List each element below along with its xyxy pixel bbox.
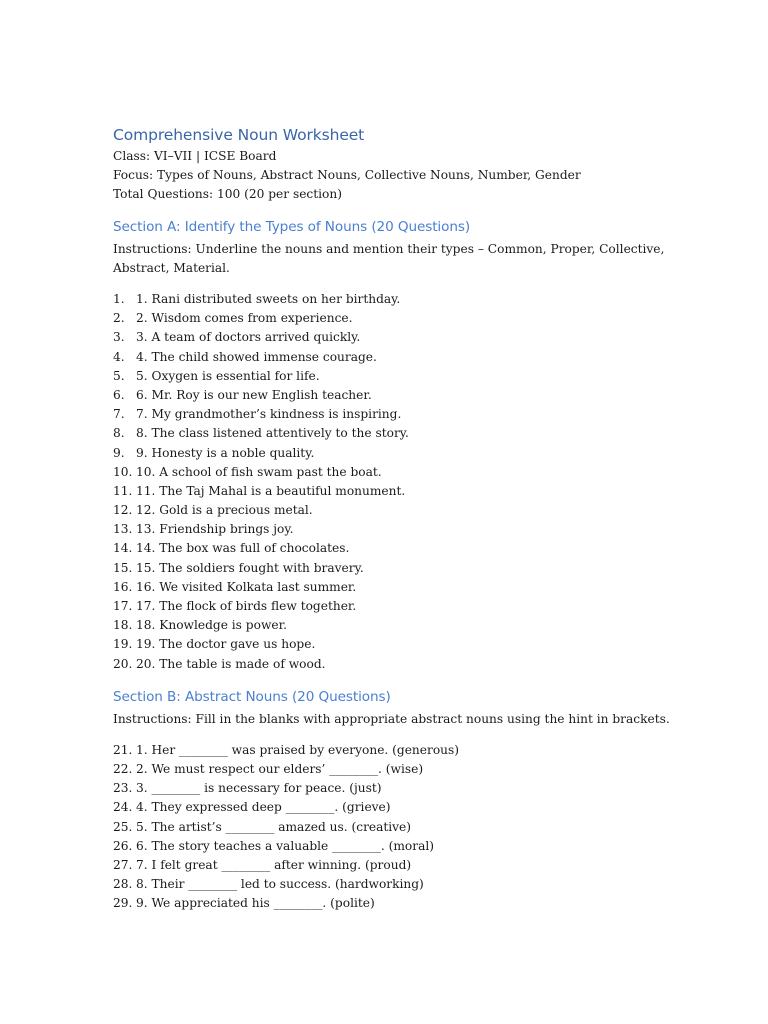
question-number: 9.	[113, 445, 125, 460]
question-item	[113, 655, 713, 674]
question-item	[113, 539, 713, 558]
question-text: 3. A team of doctors arrived quickly.	[136, 330, 361, 345]
question-number: 15.	[113, 560, 133, 575]
worksheet-title: Comprehensive Noun Worksheet	[113, 126, 365, 144]
question-number: 29.	[113, 896, 133, 911]
question-text: 8. Their ________ led to success. (hardworking)	[136, 877, 424, 892]
focus-line: Focus: Types of Nouns, Abstract Nouns, Collective Nouns, Number, Gender	[113, 168, 581, 182]
question-text: 4. The child showed immense courage.	[136, 349, 377, 364]
question-number: 4.	[113, 349, 125, 364]
section-b-heading: Section B: Abstract Nouns (20 Questions)	[113, 688, 391, 705]
question-number: 10.	[113, 464, 133, 479]
section-a-question-list	[113, 290, 713, 674]
question-text: 9. Honesty is a noble quality.	[136, 445, 315, 460]
question-item	[113, 290, 713, 309]
question-item	[113, 424, 713, 443]
question-item	[113, 482, 713, 501]
question-number: 24.	[113, 800, 133, 815]
question-item	[113, 578, 713, 597]
section-a-heading: Section A: Identify the Types of Nouns (20 Questions)	[113, 219, 471, 235]
question-item	[113, 328, 713, 347]
question-item	[113, 597, 713, 616]
question-text: 1. Rani distributed sweets on her birthday.	[136, 292, 401, 306]
question-item	[113, 520, 713, 539]
question-text: 7. My grandmother’s kindness is inspiring.	[136, 407, 402, 422]
question-item	[113, 444, 713, 463]
question-text: 7. I felt great ________ after winning. (proud)	[136, 857, 412, 872]
question-text: 14. The box was full of chocolates.	[136, 541, 350, 556]
question-item	[113, 837, 713, 856]
question-item	[113, 559, 713, 578]
question-text: 16. We visited Kolkata last summer.	[136, 579, 357, 594]
question-text: 11. The Taj Mahal is a beautiful monument.	[136, 483, 406, 498]
section-a-instructions: Instructions: Underline the nouns and mention their types – Common, Proper, Collective, Abstract, Material.	[113, 242, 665, 275]
question-text: 5. The artist’s ________ amazed us. (creative)	[136, 819, 412, 834]
question-item	[113, 386, 713, 405]
worksheet-page	[113, 124, 713, 913]
question-text: 19. The doctor gave us hope.	[136, 637, 316, 652]
question-number: 2.	[113, 311, 125, 326]
question-text: 6. The story teaches a valuable ________. (moral)	[136, 838, 435, 853]
question-item	[113, 309, 713, 328]
question-item	[113, 463, 713, 482]
question-text: 15. The soldiers fought with bravery.	[136, 560, 364, 575]
total-questions-line: Total Questions: 100 (20 per section)	[113, 187, 342, 201]
question-text: 20. The table is made of wood.	[136, 656, 326, 671]
question-number: 1.	[113, 292, 125, 306]
question-number: 12.	[113, 503, 133, 518]
question-text: 12. Gold is a precious metal.	[136, 503, 313, 518]
question-text: 10. A school of fish swam past the boat.	[136, 464, 382, 479]
question-number: 23.	[113, 781, 133, 796]
question-item	[113, 741, 713, 760]
question-item	[113, 856, 713, 875]
question-item	[113, 367, 713, 386]
question-number: 7.	[113, 407, 125, 422]
section-b-question-list	[113, 741, 713, 914]
question-number: 25.	[113, 819, 133, 834]
question-number: 26.	[113, 838, 133, 853]
question-item	[113, 798, 713, 817]
question-number: 27.	[113, 857, 133, 872]
section-b-instructions: Instructions: Fill in the blanks with appropriate abstract nouns using the hint in brackets.	[113, 711, 670, 726]
question-number: 6.	[113, 387, 125, 402]
question-text: 18. Knowledge is power.	[136, 618, 287, 633]
question-item	[113, 635, 713, 654]
question-item	[113, 760, 713, 779]
question-item	[113, 501, 713, 520]
question-number: 3.	[113, 330, 125, 345]
question-text: 13. Friendship brings joy.	[136, 522, 294, 537]
question-text: 6. Mr. Roy is our new English teacher.	[136, 387, 372, 402]
question-item	[113, 894, 713, 913]
question-text: 3. ________ is necessary for peace. (just)	[136, 781, 382, 796]
question-number: 22.	[113, 761, 133, 776]
question-item	[113, 405, 713, 424]
question-number: 20.	[113, 656, 133, 671]
question-number: 21.	[113, 742, 133, 757]
question-text: 4. They expressed deep ________. (grieve)	[136, 800, 391, 815]
question-item	[113, 348, 713, 367]
question-number: 28.	[113, 877, 133, 892]
question-text: 5. Oxygen is essential for life.	[136, 368, 320, 383]
question-number: 8.	[113, 426, 125, 441]
question-number: 14.	[113, 541, 133, 556]
question-number: 5.	[113, 368, 125, 383]
question-number: 17.	[113, 599, 133, 613]
question-text: 2. Wisdom comes from experience.	[136, 311, 353, 326]
question-number: 19.	[113, 637, 133, 652]
question-number: 16.	[113, 579, 133, 594]
question-item	[113, 779, 713, 798]
question-text: 8. The class listened attentively to the story.	[136, 426, 409, 441]
question-text: 1. Her ________ was praised by everyone. (generous)	[136, 742, 460, 757]
question-number: 13.	[113, 522, 133, 537]
question-text: 2. We must respect our elders’ ________. (wise)	[136, 761, 424, 776]
question-item	[113, 875, 713, 894]
question-number: 11.	[113, 483, 133, 498]
question-number: 18.	[113, 618, 133, 633]
question-text: 9. We appreciated his ________. (polite)	[136, 896, 375, 911]
question-item	[113, 818, 713, 837]
class-line: Class: VI–VII | ICSE Board	[113, 149, 277, 163]
question-item	[113, 616, 713, 635]
question-text: 17. The flock of birds flew together.	[136, 599, 357, 613]
